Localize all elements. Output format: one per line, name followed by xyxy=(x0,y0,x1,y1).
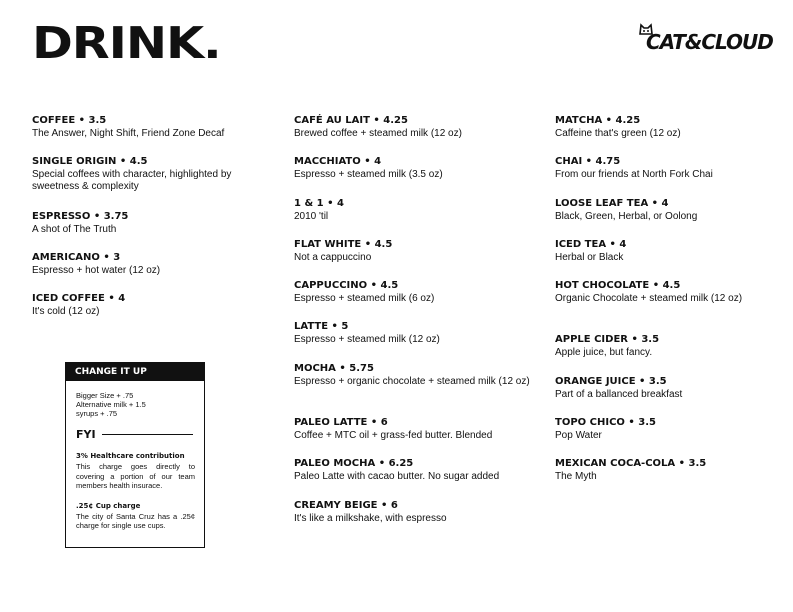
item-description: Espresso + hot water (12 oz) xyxy=(32,264,161,276)
menu-item xyxy=(555,279,793,331)
divider xyxy=(102,434,193,435)
menu-item xyxy=(32,155,272,207)
item-name: 1 & 1 • 4 xyxy=(294,197,344,209)
item-description: Espresso + steamed milk (12 oz) xyxy=(294,334,440,346)
item-name: FLAT WHITE • 4.5 xyxy=(294,238,393,250)
item-description: Pop Water xyxy=(555,430,602,442)
fyi-note xyxy=(76,502,195,531)
item-name: ORANGE JUICE • 3.5 xyxy=(555,375,667,387)
menu-column-other xyxy=(555,112,793,497)
item-description: Apple juice, but fancy. xyxy=(555,347,653,359)
menu-item xyxy=(555,197,793,236)
item-description: Organic Chocolate + steamed milk (12 oz) xyxy=(555,293,743,305)
menu-item xyxy=(294,416,534,455)
item-name: CAPPUCCINO • 4.5 xyxy=(294,280,399,292)
note-text: This charge goes directly to covering a portion of our team members health insurace. xyxy=(76,462,195,490)
menu-item xyxy=(32,292,272,331)
brand-logo xyxy=(636,20,773,60)
item-description: A shot of The Truth xyxy=(32,223,117,235)
item-name: MEXICAN COCA-COLA • 3.5 xyxy=(555,458,707,470)
item-description: Espresso + steamed milk (6 oz) xyxy=(294,293,435,305)
item-description: Brewed coffee + steamed milk (12 oz) xyxy=(294,128,462,139)
item-name: ICED COFFEE • 4 xyxy=(32,293,126,305)
menu-item xyxy=(555,457,793,496)
menu-item xyxy=(555,238,793,277)
item-name: MOCHA • 5.75 xyxy=(294,362,374,374)
menu-item xyxy=(555,416,793,455)
menu-column-espresso xyxy=(294,112,534,538)
menu-item xyxy=(555,375,793,414)
item-description: Herbal or Black xyxy=(555,251,624,263)
item-description: The Myth xyxy=(555,471,597,483)
menu-item xyxy=(294,279,534,318)
item-description: Paleo Latte with cacao butter. No sugar added xyxy=(294,471,500,483)
item-description: Espresso + organic chocolate + steamed milk (12 oz) xyxy=(294,375,530,387)
menu-item xyxy=(32,114,272,153)
item-name: PALEO MOCHA • 6.25 xyxy=(294,458,414,470)
menu-item xyxy=(294,114,534,153)
item-name: LATTE • 5 xyxy=(294,321,349,333)
item-description: From our friends at North Fork Chai xyxy=(555,169,713,181)
menu-item xyxy=(555,155,793,194)
item-name: MATCHA • 4.25 xyxy=(555,115,641,126)
item-description: It's cold (12 oz) xyxy=(32,306,100,318)
item-name: CHAI • 4.75 xyxy=(555,156,621,168)
item-name: ICED TEA • 4 xyxy=(555,238,627,250)
menu-item xyxy=(294,499,534,538)
item-name: PALEO LATTE • 6 xyxy=(294,417,388,429)
item-description: Caffeine that's green (12 oz) xyxy=(555,128,681,139)
item-name: COFFEE • 3.5 xyxy=(32,115,107,126)
menu-item xyxy=(555,114,793,153)
menu-item xyxy=(555,333,793,372)
fyi-note xyxy=(76,452,195,491)
item-name: CREAMY BEIGE • 6 xyxy=(294,499,398,511)
item-name: CAFÉ AU LAIT • 4.25 xyxy=(294,115,408,126)
note-title: .25¢ Cup charge xyxy=(76,501,141,510)
menu-item xyxy=(32,251,272,290)
menu-item xyxy=(294,457,534,496)
item-description: Special coffees with character, highlighted by sweetness & complexity xyxy=(32,169,232,193)
change-it-up-box xyxy=(65,362,205,548)
upgrade-item: Bigger Size + .75 xyxy=(76,391,134,400)
menu-item xyxy=(32,210,272,249)
item-name: HOT CHOCOLATE • 4.5 xyxy=(555,280,681,292)
menu-item xyxy=(294,238,534,277)
item-description: 2010 'til xyxy=(294,210,329,222)
upgrade-item: syrups + .75 xyxy=(76,409,118,418)
item-name: AMERICANO • 3 xyxy=(32,251,121,263)
box-header: CHANGE IT UP xyxy=(66,363,204,381)
fyi-label: FYI xyxy=(76,428,96,441)
item-description: It's like a milkshake, with espresso xyxy=(294,512,447,524)
note-text: The city of Santa Cruz has a .25¢ charge for single use cups. xyxy=(76,511,195,530)
item-name: ESPRESSO • 3.75 xyxy=(32,210,129,222)
menu-item xyxy=(294,197,534,236)
upgrade-item: Alternative milk + 1.5 xyxy=(76,400,146,409)
item-name: APPLE CIDER • 3.5 xyxy=(555,334,660,346)
menu-item xyxy=(294,320,534,359)
menu-item xyxy=(294,155,534,194)
item-description: Part of a ballanced breakfast xyxy=(555,388,683,400)
item-name: MACCHIATO • 4 xyxy=(294,156,382,168)
menu-item xyxy=(294,362,534,414)
brand-wordmark: CAT&CLOUD xyxy=(646,30,773,54)
item-description: Black, Green, Herbal, or Oolong xyxy=(555,210,698,222)
item-description: Not a cappuccino xyxy=(294,251,372,263)
item-description: Espresso + steamed milk (3.5 oz) xyxy=(294,169,443,181)
menu-column-coffee xyxy=(32,112,272,331)
page-title: DRINK. xyxy=(32,18,221,69)
item-description: The Answer, Night Shift, Friend Zone Decaf xyxy=(32,128,225,139)
item-name: LOOSE LEAF TEA • 4 xyxy=(555,197,669,209)
item-name: SINGLE ORIGIN • 4.5 xyxy=(32,156,148,168)
item-description: Coffee + MTC oil + grass-fed butter. Blended xyxy=(294,430,493,442)
fyi-heading xyxy=(76,428,195,441)
item-name: TOPO CHICO • 3.5 xyxy=(555,417,656,429)
note-title: 3% Healthcare contribution xyxy=(76,452,185,460)
box-body xyxy=(66,381,204,531)
